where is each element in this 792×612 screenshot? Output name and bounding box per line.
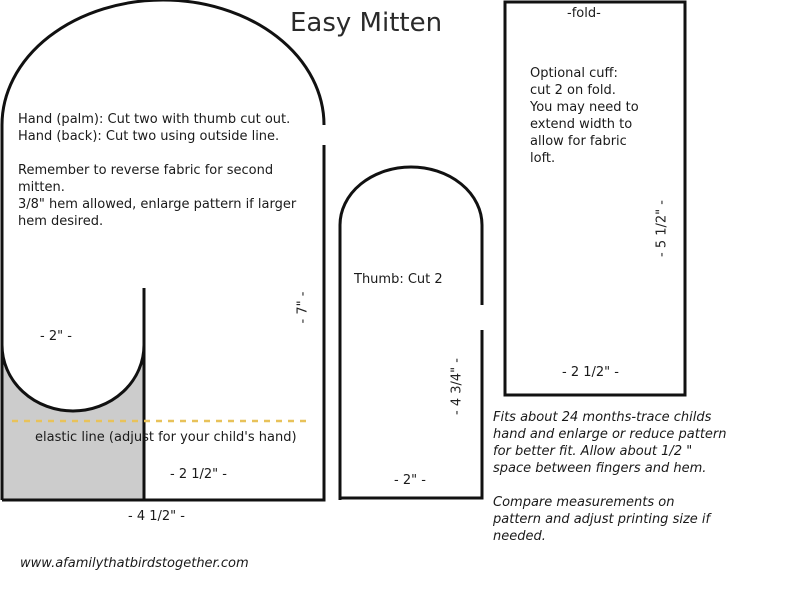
reverse-fabric-note-cont: mitten. xyxy=(18,180,65,195)
hand-height-label: - 7" - xyxy=(295,291,311,324)
cuff-note: Optional cuff: cut 2 on fold. You may need to extend width to allow for fabric loft. xyxy=(530,66,639,166)
cuff-width-label: - 2 1/2" - xyxy=(562,365,619,380)
reverse-fabric-note: Remember to reverse fabric for second xyxy=(18,163,274,178)
cuff-height-label: - 5 1/2" - xyxy=(654,200,670,257)
elastic-line-label: elastic line (adjust for your child's hand) xyxy=(35,430,297,445)
fold-label: -fold- xyxy=(567,6,601,21)
page-title: Easy Mitten xyxy=(290,8,443,38)
hem-note: 3/8" hem allowed, enlarge pattern if larger xyxy=(18,197,297,212)
fit-note: Fits about 24 months-trace childs hand and enlarge or reduce pattern for better fit. Allow about 1/2 " space between fingers and hem. xyxy=(493,410,727,476)
hem-note-cont: hem desired. xyxy=(18,214,104,229)
thumb-gap-width-label: - 2" - xyxy=(40,329,72,344)
hand-palm-instruction: Hand (palm): Cut two with thumb cut out. xyxy=(18,112,291,127)
thumb-cutout-area xyxy=(2,345,144,500)
compare-note: Compare measurements on pattern and adjust printing size if needed. xyxy=(493,495,711,544)
thumb-height-label: - 4 3/4" - xyxy=(449,358,465,415)
thumb-piece-label: Thumb: Cut 2 xyxy=(354,272,443,287)
total-width-label: - 4 1/2" - xyxy=(128,509,185,524)
lower-width-label: - 2 1/2" - xyxy=(170,467,227,482)
website-url[interactable]: www.afamilythatbirdstogether.com xyxy=(20,556,249,571)
hand-back-instruction: Hand (back): Cut two using outside line. xyxy=(18,129,280,144)
thumb-width-label: - 2" - xyxy=(394,473,426,488)
thumb-piece-outline xyxy=(340,167,482,500)
